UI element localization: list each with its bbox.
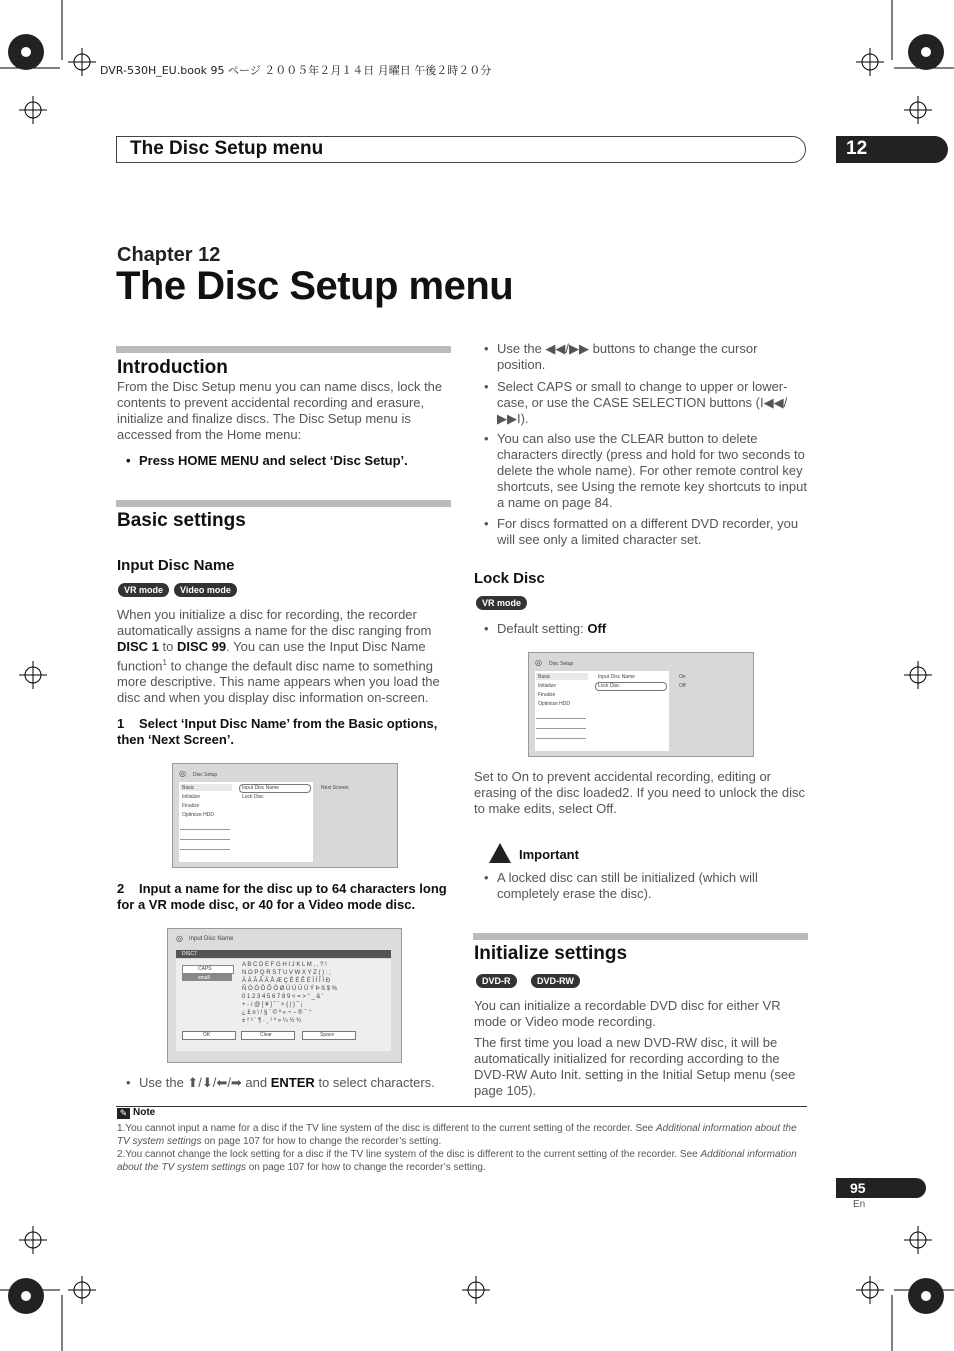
submenu-label: Input Disc Name [242, 785, 279, 791]
footnote-ref-title: Additional information about the TV system settings [117, 1149, 797, 1173]
menu-item-label: Initialize [182, 794, 201, 800]
chapter-label: Chapter 12 [117, 244, 221, 266]
clear-label: Clear [260, 1032, 272, 1038]
char-row: ± ² ³ ´ ¶ · ¸ ¹ º » ¼ ½ ¾ [242, 1018, 302, 1024]
body-part: . You can use the Input Disc Name function [117, 639, 426, 674]
disc-setup-screenshot [172, 763, 398, 868]
menu-item-label: Finalize [182, 803, 200, 809]
char-row: Ñ Ò Ó Ô Õ Ö Ø Ù Ú Û Ü Ý Þ ß $ % [242, 986, 338, 992]
menu-item-label: Finalize [538, 692, 556, 698]
footnote-text: 1.You cannot input a name for a disc if the TV line system of the disc is different to the current setting of the recorder. See [117, 1123, 654, 1134]
divider [180, 829, 230, 830]
initialize-heading: Initialize settings [474, 943, 628, 964]
bullet-text: Default setting: [497, 621, 584, 636]
footnote-2 [117, 1149, 809, 1174]
page-title: The Disc Setup menu [116, 264, 514, 308]
menu-item-label: Optimize HDD [538, 701, 570, 707]
divider [180, 849, 230, 850]
divider [536, 738, 586, 739]
footnote-ref: 1 [162, 658, 167, 667]
bullet-text: A locked disc can still be initialized (which will completely erase the disc). [497, 870, 758, 901]
submenu-label: Lock Disc [242, 794, 264, 800]
arrows-bullet: • Use the ⬆/⬇/⬅/➡ and ENTER to select characters. [126, 1075, 435, 1090]
step-number: 2 [117, 881, 125, 896]
option-on: On [679, 674, 686, 680]
step-2 [117, 881, 453, 913]
intro-bullet-text: Press HOME MENU and select ‘Disc Setup’. [139, 453, 408, 468]
section-bar [473, 933, 808, 940]
note-title: Note [133, 1107, 156, 1118]
note-icon: ✎ [117, 1108, 130, 1119]
default-value: Off [587, 621, 607, 636]
important-icon [489, 843, 511, 863]
char-row: 0 1 2 3 4 5 6 7 8 9 < = > " _ & ' [242, 994, 324, 1000]
caps-label: CAPS [198, 966, 212, 972]
space-label: Space [320, 1032, 335, 1038]
submenu-label: Input Disc Name [598, 674, 635, 680]
divider [180, 839, 230, 840]
note-rule [116, 1106, 807, 1107]
step-1 [117, 716, 453, 748]
bullet-text: For discs formatted on a different DVD recorder, you will see only a limited character set. [497, 516, 799, 547]
current-name: DISC7 [182, 951, 197, 957]
menu-item-label: Optimize HDD [182, 812, 214, 818]
step-number: 1 [117, 716, 125, 731]
screen-title: Disc Setup [549, 661, 574, 667]
print-header: DVR-530H_EU.book 95 ページ ２００５年２月１４日 月曜日 午後２時２０分 [100, 64, 492, 77]
bullet-text: Use the ◀◀/▶▶ buttons to change the cursor position. [497, 341, 758, 372]
intro-heading: Introduction [117, 357, 228, 378]
chapter-number: 12 [846, 138, 868, 159]
char-row: + - / @ [ ¥ ] ˆ ` × { | } ˜ ¡ [242, 1002, 303, 1008]
next-screen-label: Next Screen [321, 785, 349, 791]
lock-disc-screenshot [528, 652, 754, 757]
menu-item-label: Basic [538, 674, 551, 680]
body-part: to [162, 639, 174, 654]
video-mode-badge: Video mode [174, 583, 237, 597]
important-title: Important [519, 847, 579, 862]
step-text: Input a name for the disc up to 64 characters long for a VR mode disc, or 40 for a Video mode disc. [117, 881, 447, 912]
menu-item-label: Basic [182, 785, 195, 791]
disc-setup-icon: ◎ [535, 658, 542, 667]
header-title: The Disc Setup menu [130, 138, 324, 159]
bullet-text: Select CAPS or small to change to upper or lower-case, or use the CASE SELECTION buttons (I◀◀/ ▶▶I). [497, 379, 788, 426]
section-bar [116, 500, 451, 507]
body-part: to change the default disc name to something more descriptive. This name appears when you load the disc and when you display disc information on-screen. [117, 658, 440, 706]
enter-label: ENTER [270, 1075, 315, 1090]
basic-heading: Basic settings [117, 510, 246, 531]
page-number: 95 [850, 1180, 866, 1196]
section-bar [116, 346, 451, 353]
default-setting-bullet: • Default setting: Off [484, 621, 607, 636]
disc-setup-icon: ◎ [179, 769, 186, 778]
divider [536, 728, 586, 729]
language-label: En [853, 1199, 866, 1210]
dvd-r-badge: DVD-R [476, 974, 517, 988]
footnote-text: on page 107 for how to change the recorder’s setting. [248, 1161, 486, 1173]
char-row: ¿ £ ¤ \ ! § ¨ © ª « ¬ − ® ¯ ° [242, 1010, 312, 1016]
bullet-text: to select characters. [318, 1075, 435, 1090]
initialize-body-1: You can initialize a recordable DVD disc for either VR mode or Video mode recording. [474, 998, 781, 1029]
option-off: Off [679, 683, 686, 689]
name-field [176, 950, 391, 958]
input-disc-name-body [117, 607, 453, 706]
ok-label: OK [203, 1032, 211, 1038]
lock-body: Set to On to prevent accidental recording, editing or erasing of the disc loaded2. If you need to unlock the disc to make edits, select Off. [474, 769, 805, 816]
step-text: Select ‘Input Disc Name’ from the Basic options, then ‘Next Screen’. [117, 716, 438, 747]
screen-icon: ◎ [176, 934, 183, 943]
input-disc-name-screenshot [167, 928, 402, 1063]
body-part: When you initialize a disc for recording, the recorder automatically assigns a name for the disc ranging from [117, 607, 432, 638]
intro-body: From the Disc Setup menu you can name discs, lock the contents to prevent accidental recording and erasure, initialize and finalize discs. The Disc Setup menu is accessed from the Home menu: [117, 379, 443, 442]
divider [536, 718, 586, 719]
screen-title: Disc Setup [193, 772, 218, 778]
submenu-label: Lock Disc [598, 683, 620, 689]
small-label: small [198, 975, 210, 981]
bullet-text: You can also use the CLEAR button to delete characters directly (press and hold for two seconds to delete the whole name). For other remote control key shortcuts, see Using the remote key shortcuts to input a name on page 84. [497, 431, 807, 510]
footnote-ref-title: Additional information about the TV system settings [117, 1123, 797, 1147]
lock-disc-heading: Lock Disc [474, 570, 545, 587]
vr-mode-badge: VR mode [118, 583, 169, 597]
initialize-body-2: The first time you load a new DVD-RW disc, it will be automatically initialized for recording according to the DVD-RW Auto Init. setting in the Initial Setup menu (see page 105). [474, 1035, 796, 1098]
menu-item-label: Initialize [538, 683, 557, 689]
right-bullet: • Use the ◀◀/▶▶ buttons to change the cursor position. [484, 341, 758, 372]
dvd-rw-badge: DVD-RW [531, 974, 580, 988]
footnote-1 [117, 1123, 809, 1148]
important-bullet: • A locked disc can still be initialized (which will completely erase the disc). [484, 870, 758, 901]
char-row: À Á Â Ã Ä Å Æ Ç È É Ê Ë Ì Í Î Ï Ð [242, 978, 331, 984]
disc99-label: DISC 99 [177, 639, 227, 654]
footnote-text: on page 107 for how to change the recorder’s setting. [204, 1135, 442, 1147]
disc1-label: DISC 1 [117, 639, 159, 654]
char-row: A B C D E F G H I J K L M . , ? ! [242, 962, 327, 968]
right-bullet: • Select CAPS or small to change to upper or lower-case, or use the CASE SELECTION buttons (I◀◀/ ▶▶I). [484, 379, 788, 426]
input-disc-name-heading: Input Disc Name [117, 557, 235, 574]
right-bullet: • For discs formatted on a different DVD recorder, you will see only a limited character set. [484, 516, 799, 547]
bullet-text: Use the ⬆/⬇/⬅/➡ and [139, 1075, 268, 1090]
intro-bullet: • Press HOME MENU and select ‘Disc Setup’. [126, 453, 408, 468]
footnote-text: 2.You cannot change the lock setting for a disc if the TV line system of the disc is different to the current setting of the recorder. See [117, 1149, 698, 1160]
right-bullet: • You can also use the CLEAR button to delete characters directly (press and hold for two seconds to delete the whole name). For other remote control key shortcuts, see Using the remote key shortcuts to input a name on page 84. [484, 431, 807, 510]
vr-mode-badge: VR mode [476, 596, 527, 610]
char-row: N O P Q R S T U V W X Y Z ( ) : ; [242, 970, 331, 976]
screen-title: Input Disc Name [189, 936, 234, 942]
